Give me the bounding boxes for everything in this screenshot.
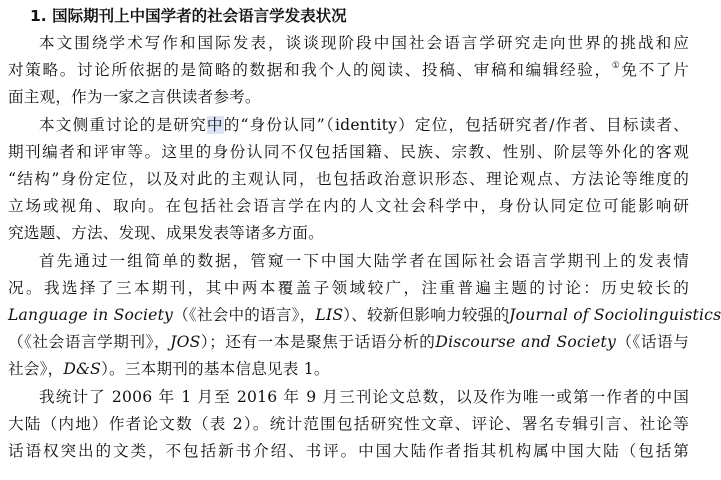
text-run: 免不了片 [621, 61, 689, 80]
journal-abbr-lis: LIS [315, 306, 344, 325]
footnote-marker[interactable]: ① [611, 61, 622, 72]
text-line: 期刊编者和评审等。这里的身份认同不仅包括国籍、民族、宗教、性别、阶层等外化的客观 [8, 142, 689, 161]
text-run: （《话语与 [616, 333, 690, 352]
paragraph-3 [8, 248, 721, 384]
text-run: （《社会语言学期刊》， [8, 333, 171, 352]
text-run: 的“身份认同”（identity）定位，包括研究者/作者、目标读者、 [223, 115, 689, 134]
text-run: ）；还有一本是聚焦于话语分析的 [200, 333, 436, 352]
text-line: 我统计了 2006 年 1 月至 2016 年 9 月三刊论文总数，以及作为唯一或第一作者的中国 [39, 387, 689, 406]
text-line: 大陆（内地）作者论文数（表 2）。统计范围包括研究性文章、评论、署名专辑引言、社论等 [8, 414, 689, 433]
text-cursor-highlight: 中 [206, 115, 224, 134]
journal-abbr-jos: JOS [170, 333, 201, 352]
text-line [8, 356, 689, 383]
text-line [8, 57, 689, 84]
text-line: 况。我选择了三本期刊，其中两本覆盖子领域较广，注重普遍主题的讨论：历史较长的 [8, 278, 689, 297]
paragraph-4 [8, 384, 689, 466]
journal-title-lis: Language in Society [8, 306, 174, 325]
paragraph-1 [8, 30, 689, 112]
journal-title-jos: Journal of Sociolinguistics [509, 306, 721, 325]
text-line: 面主观，作为一家之言供读者参考。 [8, 88, 261, 107]
journal-title-ds: Discourse and Society [435, 333, 617, 352]
text-run: 对策略。讨论所依据的是简略的数据和我个人的阅读、投稿、审稿和编辑经验， [8, 61, 612, 80]
text-line: 立场或视角、取向。在包括社会语言学在内的人文社会科学中，身份认同定位可能影响研 [8, 197, 689, 216]
text-line [8, 112, 689, 139]
text-line: 话语权突出的文类，不包括新书介绍、书评。中国大陆作者指其机构属中国大陆（包括第 [8, 442, 689, 461]
text-line: 究选题、方法、发现、成果发表等诸多方面。 [8, 224, 324, 243]
text-run: 社会》， [8, 360, 64, 379]
journal-abbr-ds: D&S [63, 360, 102, 379]
text-run: 本文侧重讨论的是研究 [39, 115, 207, 134]
text-line [8, 302, 721, 329]
text-run: ）。三本期刊的基本信息见表 1。 [101, 360, 330, 379]
paragraph-2 [8, 112, 689, 248]
section-heading: 1. 国际期刊上中国学者的社会语言学发表状况 [30, 7, 347, 25]
text-line: “结构”身份定位，以及对此的主观认同，也包括政治意识形态、理论观点、方法论等维度的 [8, 170, 689, 189]
text-run: ）、较新但影响力较强的 [343, 306, 510, 325]
text-line: 首先通过一组简单的数据，管窥一下中国大陆学者在国际社会语言学期刊上的发表情 [39, 251, 689, 270]
text-line [8, 329, 689, 356]
text-run: （《社会中的语言》， [173, 306, 316, 325]
text-line: 本文围绕学术写作和国际发表，谈谈现阶段中国社会语言学研究走向世界的挑战和应 [39, 34, 689, 52]
